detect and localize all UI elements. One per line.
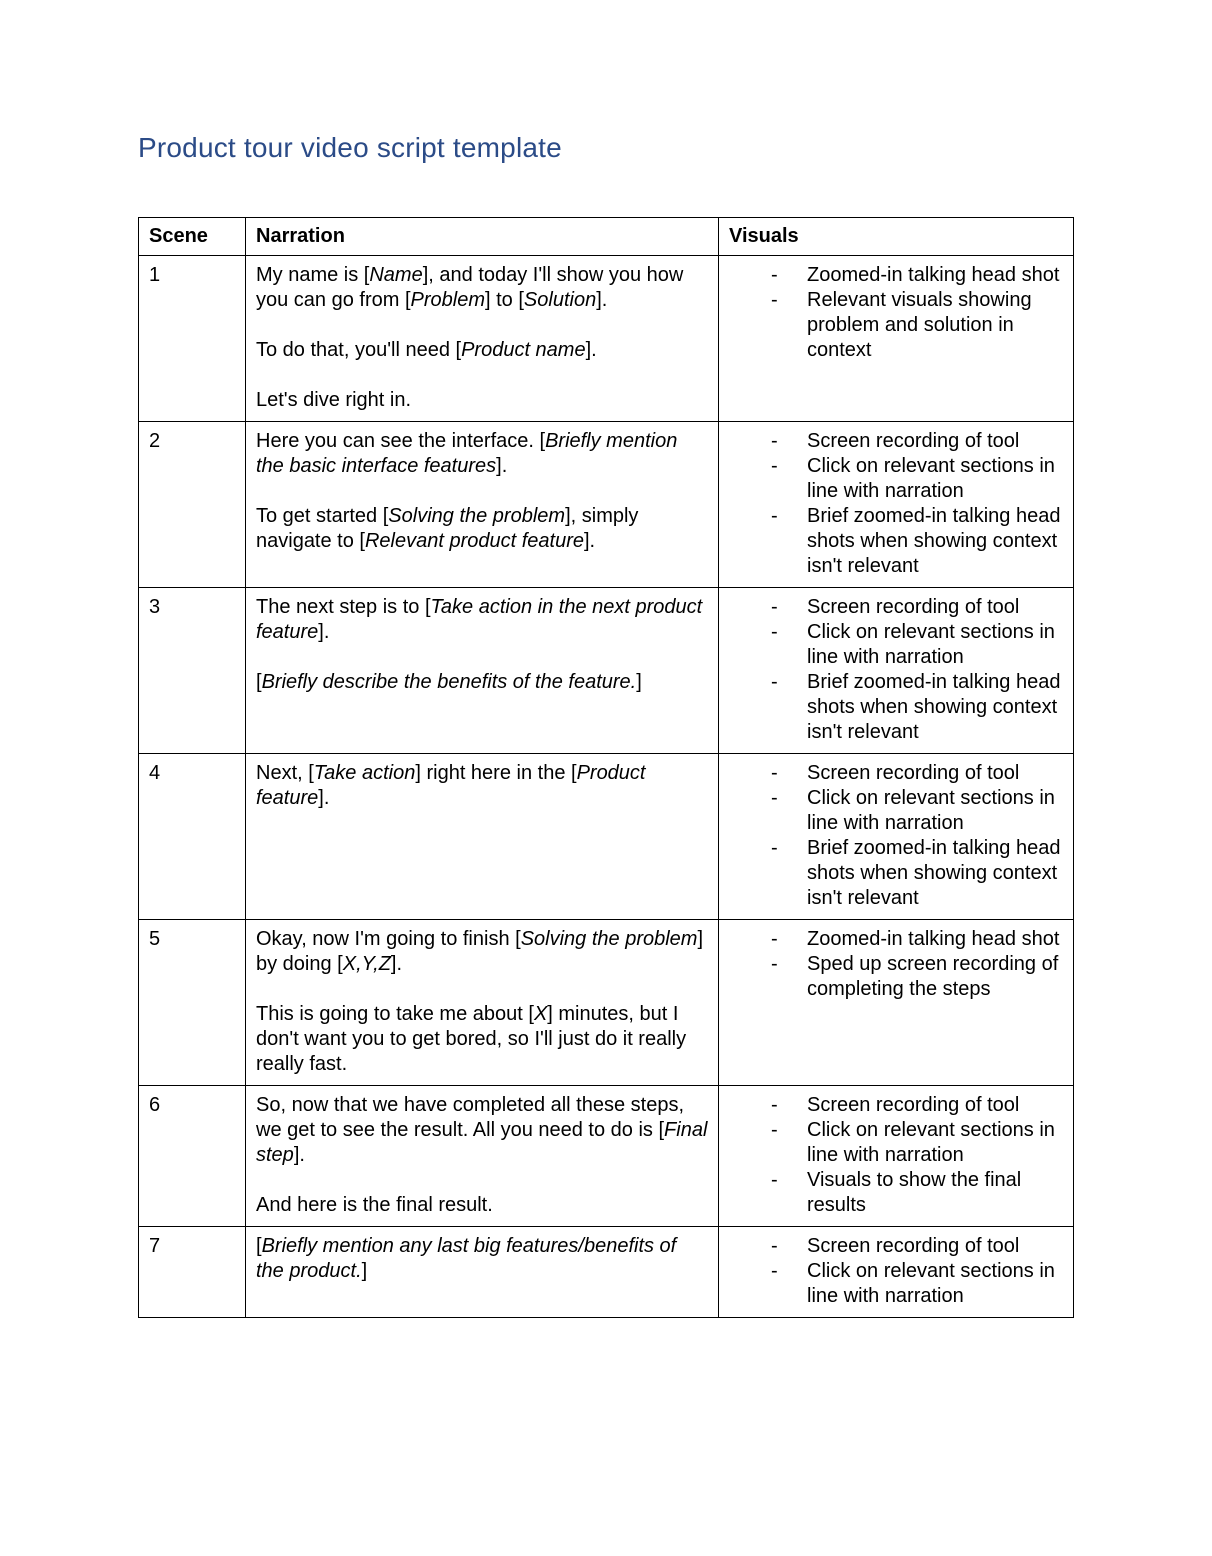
visuals-cell [719,1227,1074,1318]
visuals-cell [719,256,1074,422]
narration-paragraph: Okay, now I'm going to finish [Solving the problem] by doing [X,Y,Z]. [256,928,704,975]
header-scene: Scene [139,218,246,256]
narration-cell [246,920,719,1086]
visuals-item: - Brief zoomed-in talking head shots when showing context isn't relevant [807,836,1063,911]
scene-number: 7 [139,1227,246,1318]
scene-number: 3 [139,588,246,754]
narration-cell [246,1086,719,1227]
visuals-item: - Brief zoomed-in talking head shots when showing context isn't relevant [807,504,1063,579]
visuals-item: - Click on relevant sections in line with narration [807,1118,1063,1168]
visuals-list [729,595,1063,745]
scene-number: 6 [139,1086,246,1227]
narration-paragraph: Let's dive right in. [256,389,412,411]
narration-paragraph: To do that, you'll need [Product name]. [256,339,597,361]
visuals-cell [719,920,1074,1086]
visuals-cell [719,422,1074,588]
placeholder-text: Product name [461,339,586,361]
narration-paragraph: This is going to take me about [X] minutes, but I don't want you to get bored, so I'll just do it really really fast. [256,1003,687,1075]
table-row [139,1086,1074,1227]
placeholder-text: Relevant product feature [364,530,584,552]
placeholder-text: Take action [313,762,416,784]
visuals-item: - Sped up screen recording of completing the steps [807,952,1063,1002]
table-row [139,256,1074,422]
placeholder-text: Solving the problem [388,505,566,527]
narration-paragraph: The next step is to [Take action in the next product feature]. [256,596,703,643]
placeholder-text: X,Y,Z [342,953,391,975]
table-row [139,754,1074,920]
visuals-item: - Screen recording of tool [807,1234,1063,1259]
header-narration: Narration [246,218,719,256]
placeholder-text: Final step [256,1119,708,1166]
visuals-cell [719,588,1074,754]
visuals-item: - Screen recording of tool [807,595,1063,620]
table-header-row [139,218,1074,256]
narration-cell [246,422,719,588]
visuals-list [729,927,1063,1002]
visuals-item: - Screen recording of tool [807,1093,1063,1118]
narration-paragraph: Here you can see the interface. [Briefly mention the basic interface features]. [256,430,678,477]
visuals-item: - Screen recording of tool [807,761,1063,786]
narration-paragraph: [Briefly describe the benefits of the feature.] [256,671,642,693]
table-row [139,422,1074,588]
visuals-list [729,1093,1063,1218]
narration-cell [246,588,719,754]
scene-number: 2 [139,422,246,588]
narration-paragraph: And here is the final result. [256,1194,493,1216]
visuals-cell [719,1086,1074,1227]
visuals-item: - Relevant visuals showing problem and solution in context [807,288,1063,363]
table-row [139,920,1074,1086]
narration-cell [246,256,719,422]
narration-paragraph: Next, [Take action] right here in the [Product feature]. [256,762,646,809]
script-table [138,217,1074,1318]
visuals-item: - Click on relevant sections in line with narration [807,786,1063,836]
placeholder-text: Solution [523,289,597,311]
header-visuals: Visuals [719,218,1074,256]
narration-paragraph: To get started [Solving the problem], simply navigate to [Relevant product feature]. [256,505,639,552]
page-title: Product tour video script template [138,132,562,163]
visuals-item: - Screen recording of tool [807,429,1063,454]
scene-number: 1 [139,256,246,422]
placeholder-text: Product feature [256,762,646,809]
visuals-item: - Zoomed-in talking head shot [807,927,1063,952]
placeholder-text: Name [369,264,423,286]
narration-cell [246,1227,719,1318]
script-table-body [139,256,1074,1318]
placeholder-text: Problem [410,289,486,311]
placeholder-text: Solving the problem [520,928,698,950]
visuals-list [729,429,1063,579]
visuals-item: - Click on relevant sections in line with narration [807,1259,1063,1309]
visuals-list [729,263,1063,363]
visuals-item: - Click on relevant sections in line with narration [807,454,1063,504]
scene-number: 4 [139,754,246,920]
visuals-list [729,1234,1063,1309]
placeholder-text: Briefly mention the basic interface features [256,430,678,477]
visuals-item: - Click on relevant sections in line with narration [807,620,1063,670]
visuals-cell [719,754,1074,920]
placeholder-text: Briefly describe the benefits of the feature. [261,671,637,693]
placeholder-text: Briefly mention any last big features/benefits of the product. [256,1235,677,1282]
scene-number: 5 [139,920,246,1086]
table-row [139,588,1074,754]
placeholder-text: Take action in the next product feature [256,596,703,643]
narration-paragraph: [Briefly mention any last big features/benefits of the product.] [256,1235,677,1282]
visuals-item: - Visuals to show the final results [807,1168,1063,1218]
placeholder-text: X [533,1003,548,1025]
visuals-list [729,761,1063,911]
narration-paragraph: My name is [Name], and today I'll show you how you can go from [Problem] to [Solution]. [256,264,684,311]
table-row [139,1227,1074,1318]
narration-cell [246,754,719,920]
narration-paragraph: So, now that we have completed all these steps, we get to see the result. All you need to do is [Final step]. [256,1094,708,1166]
visuals-item: - Brief zoomed-in talking head shots when showing context isn't relevant [807,670,1063,745]
visuals-item: - Zoomed-in talking head shot [807,263,1063,288]
